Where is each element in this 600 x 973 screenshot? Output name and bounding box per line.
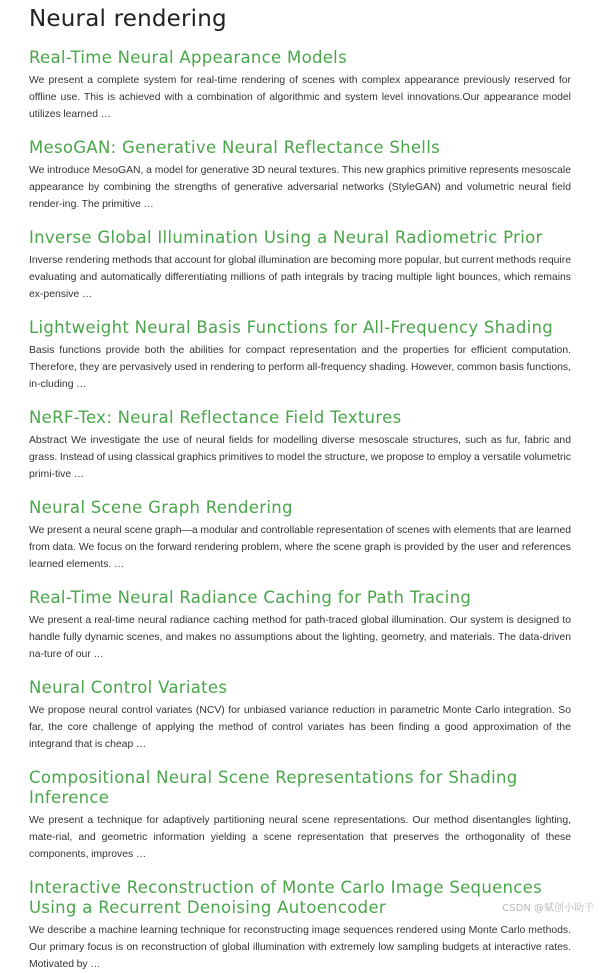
article-title-link[interactable]: Real-Time Neural Radiance Caching for Path Tracing — [29, 588, 472, 607]
article-title-link[interactable]: Compositional Neural Scene Representations for Shading Inference — [29, 768, 518, 807]
article-item — [29, 768, 571, 863]
article-item — [29, 408, 571, 483]
article-item — [29, 588, 571, 663]
article-title-link[interactable]: Neural Control Variates — [29, 678, 228, 697]
article-abstract: We present a complete system for real-time rendering of scenes with complex appearance previously reserved for offline use. This is achieved with a combination of algorithmic and system level innovations.Our appearance model utilizes learned … — [29, 75, 571, 120]
page-title: Neural rendering — [29, 6, 227, 32]
article-item — [29, 678, 571, 753]
article-abstract: Abstract We investigate the use of neural fields for modelling diverse mesoscale structures, such as fur, fabric and grass. Instead of using classical graphics primitives to model the structure, we propose to employ a versatile volumetric primi-tive … — [29, 435, 571, 480]
article-item — [29, 878, 571, 973]
article-item — [29, 48, 571, 123]
article-item — [29, 138, 571, 213]
article-abstract: We present a technique for adaptively partitioning neural scene representations. Our method disentangles lighting, mate-rial, and geometric information yielding a scene representation that preserves the orthogonality of these components, improves … — [29, 815, 571, 860]
article-abstract: We present a real-time neural radiance caching method for path-traced global illumination. Our system is designed to handle fully dynamic scenes, and makes no assumptions about the lighting, geometry, and materials. The data-driven na-ture of our … — [29, 615, 571, 660]
article-abstract: We propose neural control variates (NCV) for unbiased variance reduction in parametric Monte Carlo integration. So far, the core challenge of applying the method of control variates has been finding a good approximation of the integrand that is cheap … — [29, 705, 571, 750]
article-item — [29, 498, 571, 573]
article-title-link[interactable]: Neural Scene Graph Rendering — [29, 498, 293, 517]
article-item — [29, 228, 571, 303]
article-abstract: Basis functions provide both the abilities for compact representation and the properties for efficient computation. Therefore, they are pervasively used in rendering to perform all-frequency shading. However, common basis functions, in-cluding … — [29, 345, 571, 390]
article-item — [29, 318, 571, 393]
article-title-link[interactable]: NeRF-Tex: Neural Reflectance Field Textures — [29, 408, 402, 427]
article-abstract: We present a neural scene graph—a modular and controllable representation of scenes with elements that are learned from data. We focus on the forward rendering problem, where the scene graph is provided by the user and references learned elements. … — [29, 525, 571, 570]
article-title-link[interactable]: MesoGAN: Generative Neural Reflectance Shells — [29, 138, 440, 157]
article-abstract: We describe a machine learning technique for reconstructing image sequences rendered using Monte Carlo methods. Our primary focus is on reconstruction of global illumination with extremely low sampling budgets at interactive rates. Motivated by … — [29, 925, 571, 970]
article-abstract: Inverse rendering methods that account for global illumination are becoming more popular, but current methods require evaluating and automatically differentiating millions of path integrals by tracing multiple light bounces, which remains ex-pensive … — [29, 255, 571, 300]
article-title-link[interactable]: Inverse Global Illumination Using a Neural Radiometric Prior — [29, 228, 543, 247]
article-title-link[interactable]: Lightweight Neural Basis Functions for All-Frequency Shading — [29, 318, 554, 337]
article-title-link[interactable]: Real-Time Neural Appearance Models — [29, 48, 347, 67]
article-title-link[interactable]: Interactive Reconstruction of Monte Carlo Image Sequences Using a Recurrent Denoising Autoencoder — [29, 878, 543, 917]
watermark: CSDN @赋创小助手 — [502, 903, 594, 914]
article-abstract: We introduce MesoGAN, a model for generative 3D neural textures. This new graphics primitive represents mesoscale appearance by combining the strengths of generative adversarial networks (StyleGAN) and volumetric neural field render-ing. The primitive … — [29, 165, 571, 210]
